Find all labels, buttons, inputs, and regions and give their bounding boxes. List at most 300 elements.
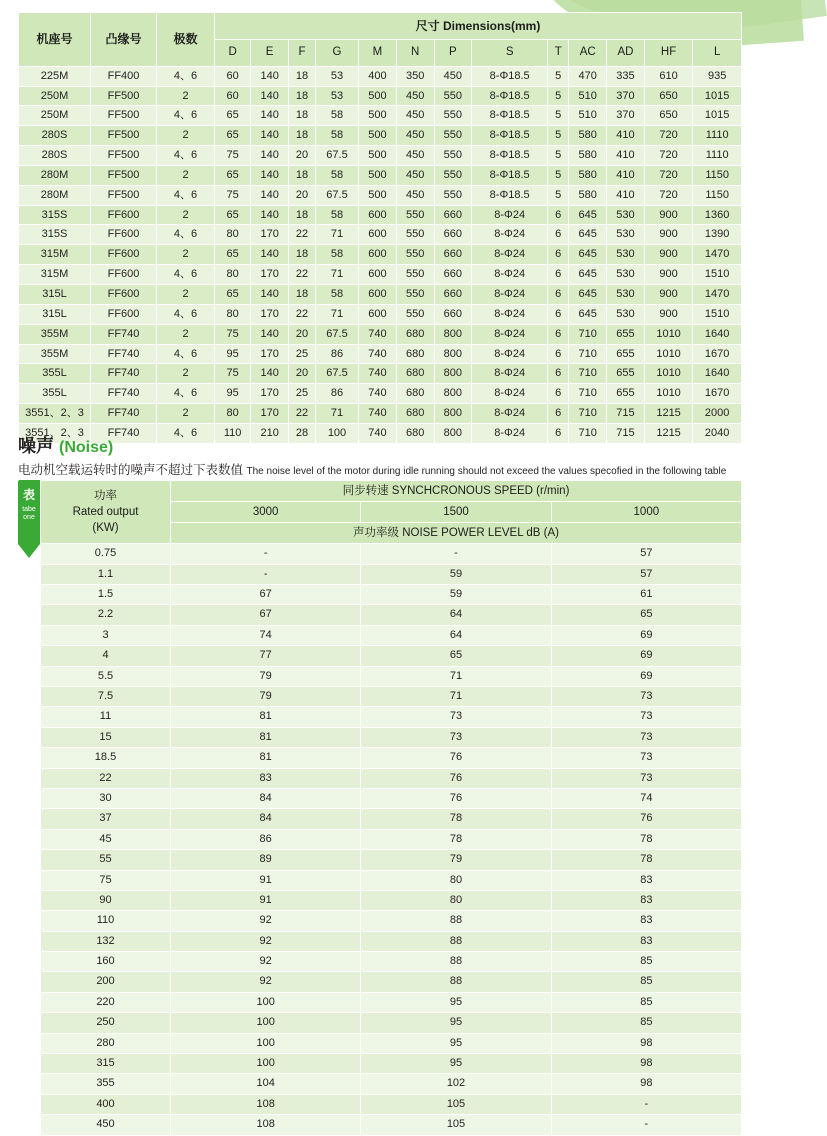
table-row [19,364,742,384]
table-cell: 65 [215,165,251,185]
table-cell: 550 [434,86,472,106]
noise-level-cell: 64 [361,625,551,645]
table-cell: 355L [19,364,91,384]
noise-level-cell: 61 [551,585,741,605]
table-cell: 65 [215,245,251,265]
table-cell: 715 [607,423,645,443]
table-cell: FF400 [91,66,157,86]
col-header-L: L [693,40,742,67]
noise-level-cell: 76 [361,768,551,788]
noise-level-cell: 100 [171,1013,361,1033]
rated-output-cell: 15 [41,727,171,747]
table-cell: 86 [315,384,358,404]
table-cell: 355M [19,344,91,364]
table-cell: 6 [548,344,569,364]
noise-level-cell: 67 [171,605,361,625]
table-row [41,1054,742,1074]
noise-level-cell: 108 [171,1115,361,1135]
table-cell: 2 [157,126,215,146]
table-cell: 450 [396,86,434,106]
table-cell: 18 [289,106,316,126]
table-cell: 710 [569,364,607,384]
table-cell: 4、6 [157,344,215,364]
table-tab-arrow [18,544,40,558]
table-cell: 8-Φ18.5 [472,86,548,106]
table-cell: 67.5 [315,324,358,344]
table-cell: 680 [396,384,434,404]
table-cell: 22 [289,225,316,245]
table-cell: 6 [548,245,569,265]
rated-output-cell: 22 [41,768,171,788]
table-row [41,1033,742,1053]
table-cell: 75 [215,364,251,384]
table-cell: 740 [359,364,397,384]
table-cell: 740 [359,324,397,344]
table-cell: FF740 [91,423,157,443]
table-cell: 720 [644,126,693,146]
table-row [41,707,742,727]
noise-level-cell: 85 [551,992,741,1012]
noise-level-cell: 88 [361,931,551,951]
table-cell: 530 [607,225,645,245]
table-cell: 6 [548,304,569,324]
table-cell: 95 [215,384,251,404]
noise-level-cell: 91 [171,890,361,910]
rated-output-cell: 2.2 [41,605,171,625]
dimensions-table-container [18,12,742,444]
noise-level-cell: - [551,1094,741,1114]
table-cell: 8-Φ18.5 [472,185,548,205]
rated-output-cell: 1.5 [41,585,171,605]
table-cell: 900 [644,265,693,285]
table-cell: 655 [607,364,645,384]
table-cell: 650 [644,106,693,126]
noise-level-cell: 73 [551,748,741,768]
col-header-T: T [548,40,569,67]
table-cell: 2000 [693,404,742,424]
table-cell: 450 [396,146,434,166]
table-cell: 4、6 [157,384,215,404]
table-cell: 280M [19,185,91,205]
table-cell: 8-Φ24 [472,245,548,265]
table-cell: 530 [607,284,645,304]
table-cell: 4、6 [157,265,215,285]
col-header-speed-1000: 1000 [551,502,741,523]
table-cell: FF600 [91,265,157,285]
col-header-D: D [215,40,251,67]
table-cell: 2 [157,364,215,384]
table-cell: 4、6 [157,185,215,205]
table-cell: 3551、2、3 [19,404,91,424]
noise-level-cell: 74 [171,625,361,645]
table-cell: 18 [289,126,316,146]
table-cell: 6 [548,205,569,225]
table-cell: 1010 [644,344,693,364]
table-cell: 18 [289,86,316,106]
noise-level-cell: 76 [361,748,551,768]
table-row [19,185,742,205]
noise-level-cell: 76 [361,788,551,808]
noise-level-cell: 69 [551,666,741,686]
table-cell: FF740 [91,364,157,384]
table-row [19,265,742,285]
table-cell: 5 [548,165,569,185]
noise-level-cell: 76 [551,809,741,829]
table-row [41,605,742,625]
table-cell: 250M [19,86,91,106]
table-cell: 450 [434,66,472,86]
table-cell: 18 [289,284,316,304]
table-cell: 370 [607,106,645,126]
table-cell: 645 [569,225,607,245]
table-cell: 800 [434,324,472,344]
col-header-E: E [251,40,289,67]
noise-level-cell: - [551,1115,741,1135]
noise-level-cell: 85 [551,972,741,992]
table-row [19,66,742,86]
rated-output-en: Rated output [72,506,139,519]
table-cell: 600 [359,225,397,245]
table-cell: 1015 [693,86,742,106]
table-cell: 170 [251,344,289,364]
noise-level-cell: 100 [171,992,361,1012]
table-row [19,86,742,106]
rated-output-cell: 132 [41,931,171,951]
table-cell: 4、6 [157,66,215,86]
dimensions-table [18,12,742,444]
table-cell: 740 [359,384,397,404]
table-row [41,768,742,788]
table-cell: 1010 [644,384,693,404]
table-cell: 660 [434,225,472,245]
table-cell: 660 [434,205,472,225]
table-cell: 53 [315,86,358,106]
table-cell: 5 [548,66,569,86]
table-cell: FF740 [91,404,157,424]
table-cell: 25 [289,384,316,404]
table-cell: 470 [569,66,607,86]
table-cell: 8-Φ18.5 [472,146,548,166]
noise-level-cell: 80 [361,890,551,910]
table-cell: 71 [315,304,358,324]
col-header-HF: HF [644,40,693,67]
table-cell: 65 [215,284,251,304]
table-row [19,106,742,126]
table-row [19,146,742,166]
table-cell: 660 [434,284,472,304]
table-cell: 5 [548,106,569,126]
table-cell: 600 [359,205,397,225]
table-cell: 4、6 [157,106,215,126]
table-cell: 2040 [693,423,742,443]
table-cell: 2 [157,284,215,304]
table-cell: 100 [315,423,358,443]
table-row [41,1013,742,1033]
table-cell: 800 [434,344,472,364]
table-row [41,809,742,829]
noise-level-cell: 98 [551,1033,741,1053]
table-cell: 8-Φ24 [472,205,548,225]
table-cell: 65 [215,106,251,126]
table-cell: 28 [289,423,316,443]
noise-level-cell: 85 [551,1013,741,1033]
table-cell: 1150 [693,185,742,205]
rated-output-cell: 18.5 [41,748,171,768]
table-cell: 500 [359,106,397,126]
table-row [41,748,742,768]
table-cell: 58 [315,165,358,185]
table-cell: 8-Φ24 [472,404,548,424]
table-row [41,952,742,972]
table-cell: 95 [215,344,251,364]
table-cell: FF500 [91,146,157,166]
table-tab-label-zh: 表 [22,488,35,502]
noise-level-cell: 65 [551,605,741,625]
table-cell: 71 [315,225,358,245]
noise-level-cell: 86 [171,829,361,849]
table-cell: 280S [19,146,91,166]
col-header-G: G [315,40,358,67]
rated-output-cell: 355 [41,1074,171,1094]
table-cell: 86 [315,344,358,364]
table-cell: 450 [396,165,434,185]
table-cell: 510 [569,106,607,126]
table-cell: 680 [396,344,434,364]
rated-output-cell: 280 [41,1033,171,1053]
table-cell: 225M [19,66,91,86]
table-cell: FF500 [91,185,157,205]
table-cell: 1360 [693,205,742,225]
col-header-sync-speed: 同步转速 SYNCHCRONOUS SPEED (r/min) [171,481,742,502]
table-cell: 720 [644,146,693,166]
noise-level-cell: 83 [551,890,741,910]
noise-level-cell: 80 [361,870,551,890]
table-row [41,972,742,992]
table-cell: 20 [289,146,316,166]
noise-level-cell: 88 [361,972,551,992]
noise-level-cell: - [171,544,361,564]
table-cell: 550 [434,126,472,146]
noise-level-cell: 89 [171,850,361,870]
table-cell: 80 [215,404,251,424]
table-cell: 65 [215,205,251,225]
table-cell: 1110 [693,126,742,146]
table-row [41,890,742,910]
table-cell: 715 [607,404,645,424]
col-header-rated-output [41,481,171,544]
noise-level-cell: 83 [171,768,361,788]
table-cell: 680 [396,364,434,384]
noise-level-cell: 59 [361,564,551,584]
table-cell: 550 [396,245,434,265]
table-cell: 22 [289,404,316,424]
table-cell: 6 [548,423,569,443]
table-cell: 350 [396,66,434,86]
table-cell: 600 [359,265,397,285]
table-tab-label-en: tabe one [22,506,36,522]
table-cell: FF740 [91,384,157,404]
table-cell: 8-Φ24 [472,384,548,404]
col-header-noise-power-level: 声功率级 NOISE POWER LEVEL dB (A) [171,523,742,544]
table-cell: 355L [19,384,91,404]
noise-level-cell: - [361,544,551,564]
noise-level-cell: 65 [361,646,551,666]
noise-level-cell: 100 [171,1033,361,1053]
table-cell: 410 [607,146,645,166]
table-cell: 1670 [693,344,742,364]
table-cell: 2 [157,404,215,424]
table-cell: 900 [644,225,693,245]
noise-table-container [18,480,742,1136]
noise-level-cell: 73 [361,727,551,747]
table-cell: 2 [157,205,215,225]
table-cell: 900 [644,304,693,324]
table-cell: 720 [644,165,693,185]
table-cell: 315S [19,205,91,225]
dimensions-table-body [19,66,742,443]
col-header-flange-no: 凸缘号 [91,13,157,67]
noise-level-cell: 69 [551,625,741,645]
table-cell: 140 [251,364,289,384]
table-row [41,687,742,707]
noise-level-cell: 69 [551,646,741,666]
table-row [19,423,742,443]
table-row [41,646,742,666]
table-row [41,1094,742,1114]
table-cell: 680 [396,404,434,424]
table-cell: 170 [251,304,289,324]
table-row [19,245,742,265]
noise-level-cell: 81 [171,707,361,727]
table-cell: 140 [251,106,289,126]
table-cell: 315M [19,245,91,265]
table-row [41,931,742,951]
table-cell: 6 [548,404,569,424]
table-cell: 140 [251,146,289,166]
table-cell: 1110 [693,146,742,166]
noise-level-cell: 95 [361,1013,551,1033]
table-cell: 800 [434,364,472,384]
table-cell: 450 [396,126,434,146]
table-cell: 58 [315,205,358,225]
table-cell: 140 [251,126,289,146]
table-row [41,564,742,584]
table-cell: 6 [548,284,569,304]
table-cell: 1670 [693,384,742,404]
table-cell: 410 [607,126,645,146]
table-cell: 710 [569,384,607,404]
noise-level-cell: 73 [551,727,741,747]
table-cell: 580 [569,185,607,205]
table-cell: 550 [434,185,472,205]
noise-level-cell: 59 [361,585,551,605]
table-cell: 67.5 [315,146,358,166]
table-cell: 2 [157,165,215,185]
noise-section-description [18,460,746,478]
table-cell: 900 [644,284,693,304]
table-cell: 67.5 [315,364,358,384]
table-row [19,404,742,424]
table-cell: 170 [251,404,289,424]
table-cell: 8-Φ24 [472,265,548,285]
rated-output-cell: 45 [41,829,171,849]
table-cell: FF740 [91,324,157,344]
rated-output-cell: 450 [41,1115,171,1135]
table-cell: 22 [289,304,316,324]
table-cell: 140 [251,66,289,86]
table-cell: 600 [359,304,397,324]
noise-level-cell: 95 [361,992,551,1012]
table-cell: 335 [607,66,645,86]
rated-output-cell: 37 [41,809,171,829]
rated-output-cell: 3 [41,625,171,645]
noise-level-cell: 105 [361,1115,551,1135]
table-cell: 2 [157,324,215,344]
table-cell: 1215 [644,423,693,443]
table-cell: 8-Φ24 [472,324,548,344]
noise-level-cell: 84 [171,788,361,808]
table-cell: 550 [396,265,434,285]
noise-level-cell: 92 [171,952,361,972]
table-cell: 550 [396,304,434,324]
table-cell: 8-Φ24 [472,344,548,364]
rated-output-cell: 200 [41,972,171,992]
rated-output-cell: 400 [41,1094,171,1114]
noise-level-cell: 78 [551,829,741,849]
rated-output-cell: 90 [41,890,171,910]
table-cell: 58 [315,245,358,265]
rated-output-cell: 0.75 [41,544,171,564]
table-cell: 20 [289,324,316,344]
table-cell: 60 [215,86,251,106]
table-cell: 1510 [693,304,742,324]
noise-desc-zh: 电动机空载运转时的噪声不超过下表数值 [18,463,244,477]
noise-level-cell: 78 [361,809,551,829]
table-cell: 580 [569,126,607,146]
table-cell: 530 [607,245,645,265]
table-cell: 8-Φ24 [472,284,548,304]
table-cell: 660 [434,245,472,265]
table-cell: 1015 [693,106,742,126]
table-cell: 4、6 [157,146,215,166]
table-cell: 8-Φ24 [472,364,548,384]
table-cell: 530 [607,205,645,225]
table-cell: 170 [251,265,289,285]
noise-level-cell: 92 [171,972,361,992]
table-cell: 280M [19,165,91,185]
table-cell: 710 [569,404,607,424]
noise-level-cell: 79 [171,687,361,707]
table-cell: 645 [569,245,607,265]
table-cell: 20 [289,185,316,205]
table-cell: 645 [569,205,607,225]
table-cell: 8-Φ24 [472,304,548,324]
noise-level-cell: 78 [361,829,551,849]
table-cell: 580 [569,165,607,185]
table-cell: 25 [289,344,316,364]
table-row [19,165,742,185]
noise-level-cell: 91 [171,870,361,890]
table-cell: 6 [548,324,569,344]
noise-level-cell: 95 [361,1033,551,1053]
table-row [41,544,742,564]
col-header-M: M [359,40,397,67]
rated-output-cell: 55 [41,850,171,870]
noise-level-cell: 79 [171,666,361,686]
table-cell: 4、6 [157,423,215,443]
table-cell: 450 [396,185,434,205]
table-cell: 2 [157,86,215,106]
